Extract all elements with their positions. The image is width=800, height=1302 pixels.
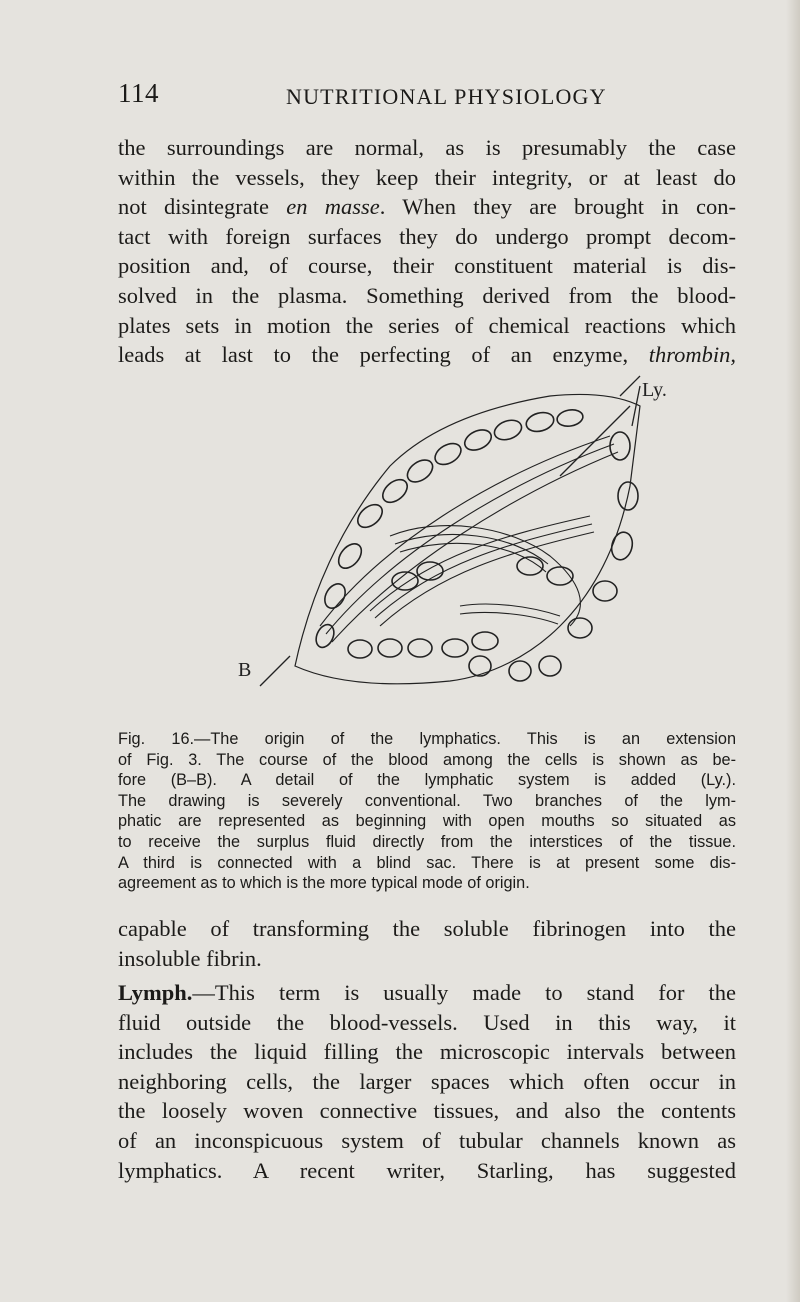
text-line: insoluble fibrin. [118,945,262,971]
running-header [118,78,683,112]
running-title: NUTRITIONAL PHYSIOLOGY [286,84,607,109]
caption-line: A third is connected with a blind sac. There is at present some dis- [118,853,736,872]
paragraph-1 [118,133,736,370]
label-ly: Ly. [642,379,667,401]
label-b-top [535,366,548,369]
text-span: leads at last to the perfecting of an enzyme, [118,342,649,368]
text-line: lymphatics. A recent writer, Starling, has suggested [118,1157,736,1183]
text-span: —This term is usually made to stand for the [192,980,736,1005]
caption-line: Fig. 16.—The origin of the lymphatics. This is an extension [118,730,736,748]
label-b-left: B [238,659,252,681]
caption-line: to receive the surplus fluid directly from the interstices of the tissue. [118,832,736,851]
runin-heading: Lymph. [118,980,193,1005]
paragraph-2 [118,914,736,973]
text-line: the loosely woven connective tissues, and also the contents [118,1098,736,1124]
text-line: tact with foreign surfaces they do undergo prompt decom- [118,223,736,249]
text-line: of an inconspicuous system of tubular channels known as [118,1127,736,1153]
text-line: fluid outside the blood-vessels. Used in this way, it [118,1009,736,1035]
cell-drawing [230,366,720,721]
italic-phrase: en masse [286,194,380,220]
text-line: includes the liquid filling the microscopic intervals between [118,1039,736,1065]
caption-line: phatic are represented as beginning with open mouths so situated as [118,812,736,831]
paragraph-3 [118,978,736,1185]
text-line: plates sets in motion the series of chemical reactions which [118,312,736,338]
lymphatics-figure [230,366,720,721]
pointer-line [560,406,630,476]
text-line: solved in the plasma. Something derived from the blood- [118,282,736,308]
text-line: the surroundings are normal, as is presumably the case [118,135,736,160]
caption-line: of Fig. 3. The course of the blood among the cells is shown as be- [118,750,736,769]
text-line: neighboring cells, the larger spaces which often occur in [118,1068,736,1094]
text-span: . When they are brought in con- [379,194,737,220]
text-line [118,192,736,222]
text-line: position and, of course, their constituent material is dis- [118,253,736,279]
text-line [118,978,736,1008]
page-number: 114 [118,78,159,108]
caption-line: The drawing is severely conventional. Two branches of the lym- [118,791,736,810]
page-edge-shadow [786,0,800,1302]
text-line: within the vessels, they keep their integrity, or at least do [118,164,736,190]
text-line: capable of transforming the soluble fibrinogen into the [118,916,736,941]
text-span: not disintegrate [118,194,287,220]
caption-line: fore (B–B). A detail of the lymphatic system is added (Ly.). [118,771,736,790]
caption-line: agreement as to which is the more typical mode of origin. [118,874,530,893]
figure-caption [118,729,736,894]
italic-term: thrombin, [648,342,736,368]
